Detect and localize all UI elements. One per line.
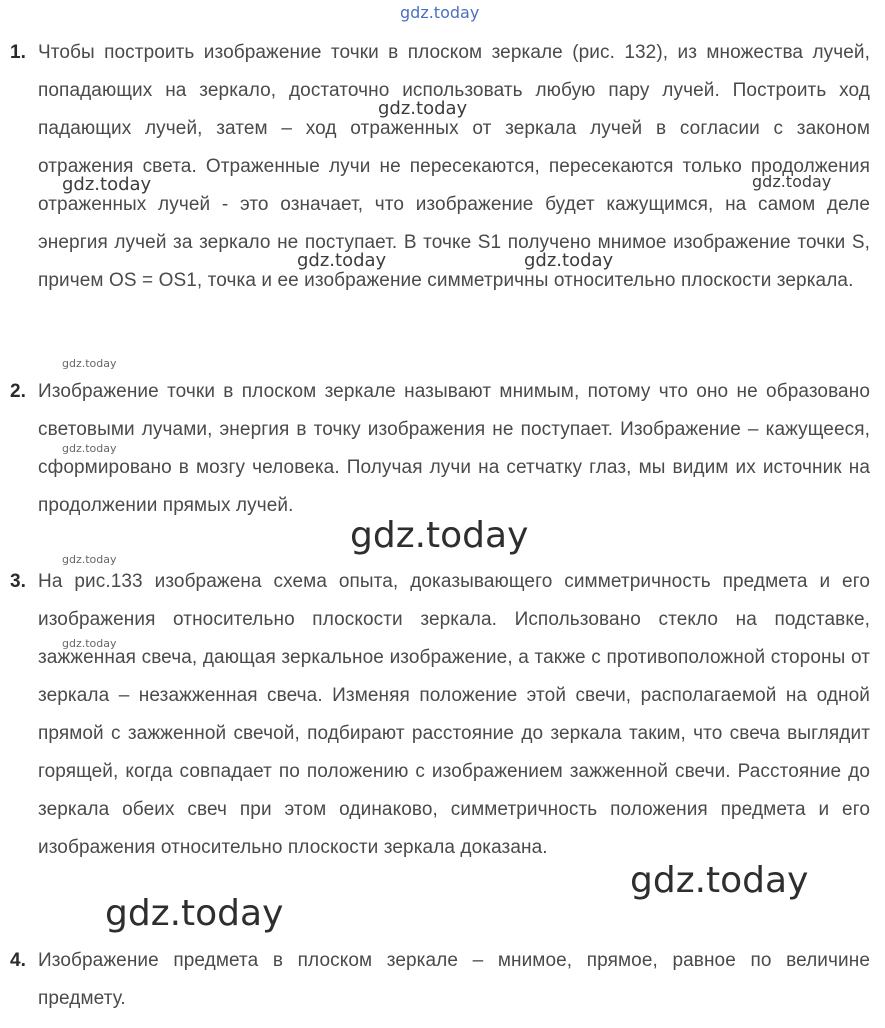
item-text: Изображение предмета в плоском зеркале – мнимое, прямое, равное по величине предмету. [38,950,870,1009]
answer-item-2 [10,373,870,525]
item-text: На рис.133 изображена схема опыта, доказывающего симметричность предмета и его изображения относительно плоскости зеркала. Использовано стекло на подставке, зажженная свеча, дающая зеркальное изображение, а также с противоположной стороны от зеркала – незажженная свеча. Изменяя положение этой свечи, располагаемой на одной прямой с зажженной свечой, подбирают расстояние до зеркала таким, что свеча выглядит горящей, когда совпадает по положению с изображением зажженной свечи. Расстояние до зеркала обеих свеч при этом одинаково, симметричность положения предмета и его изображения относительно плоскости зеркала доказана. [38,571,870,858]
watermark: gdz.today [524,250,614,271]
watermark: gdz.today [350,515,529,556]
item-text: Изображение точки в плоском зеркале называют мнимым, потому что оно не образовано световыми лучами, энергия в точку изображения не поступает. Изображение – кажущееся, сформировано в мозгу человека. Получая лучи на сетчатку глаз, мы видим их источник на продолжении прямых лучей. [38,381,870,516]
watermark: gdz.today [400,3,480,22]
watermark: gdz.today [62,637,117,650]
answer-item-1 [10,34,870,300]
watermark: gdz.today [62,553,117,566]
item-number: 3. [10,571,26,592]
watermark: gdz.today [378,98,468,119]
item-number: 1. [10,42,26,63]
watermark: gdz.today [297,250,387,271]
watermark: gdz.today [62,174,152,195]
watermark: gdz.today [62,357,117,370]
watermark: gdz.today [62,442,117,455]
item-number: 2. [10,381,26,402]
watermark: gdz.today [105,893,284,934]
answer-item-3 [10,563,870,867]
watermark: gdz.today [752,172,832,191]
item-number: 4. [10,950,26,971]
item-text: Чтобы построить изображение точки в плоском зеркале (рис. 132), из множества лучей, попадающих на зеркало, достаточно использовать любую пару лучей. Построить ход падающих лучей, затем – ход отраженных от зеркала лучей в согласии с законом отражения света. Отраженные лучи не пересекаются, пересекаются только продолжения отраженных лучей - это означает, что изображение будет кажущимся, на самом деле энергия лучей за зеркало не поступает. В точке S1 получено мнимое изображение точки S, причем OS = OS1, точка и ее изображение симметричны относительно плоскости зеркала. [38,42,870,291]
watermark: gdz.today [630,860,809,901]
answer-item-4 [10,942,870,1018]
